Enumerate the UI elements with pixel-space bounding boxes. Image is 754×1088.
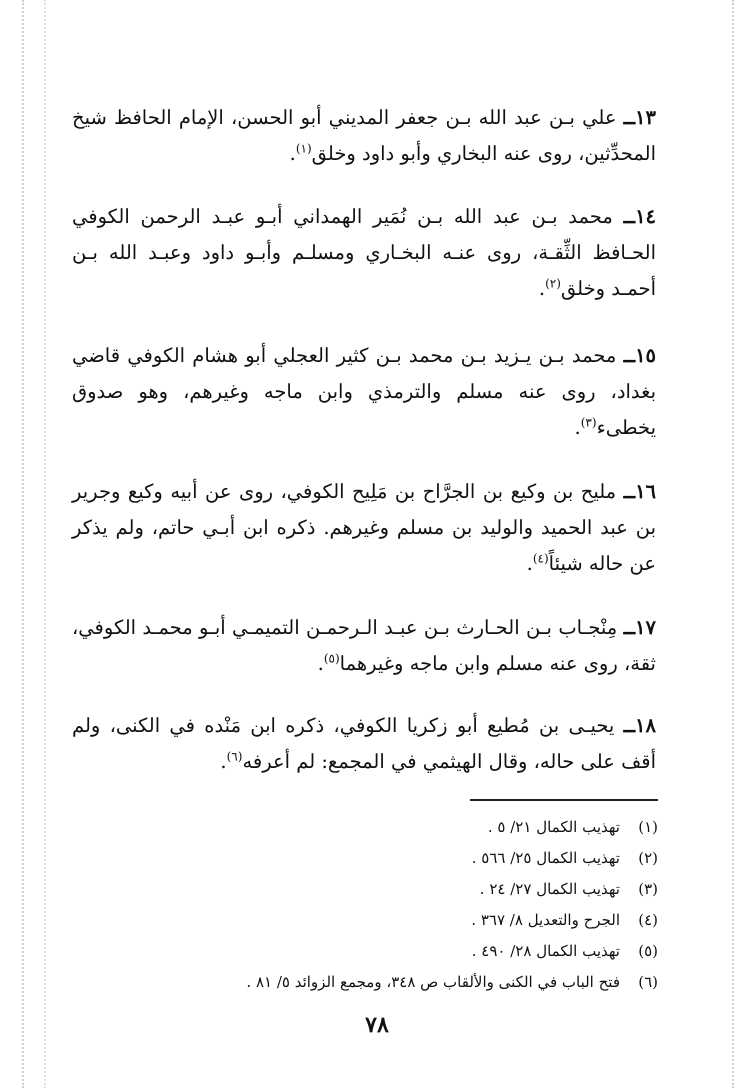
footnote-ref[interactable]: (٦) <box>226 749 243 764</box>
footnotes <box>200 812 658 998</box>
entry-end: . <box>220 750 227 773</box>
page-number: ٧٨ <box>365 1012 389 1038</box>
footnote-text: الجرح والتعديل ٨/ ٣٦٧ . <box>471 911 620 929</box>
footnote-ref[interactable]: (٥) <box>323 651 340 666</box>
footnote-item <box>200 967 658 998</box>
entry-end: . <box>574 416 581 439</box>
footnote-mark: (٣) <box>638 880 658 898</box>
footnote-item <box>200 812 658 843</box>
entry-end: . <box>289 142 296 165</box>
footnote-text: تهذيب الكمال ٢١/ ٥ . <box>487 818 620 836</box>
entry-text: محمد بـن عبد الله بـن نُمَير الهمداني أبـو عبـد الرحمن الكوفي الحـافظ الثِّقـة، روى عنـه البخـاري ومسلـم وأبـو داود وعبـد الله بـن أحمـد وخلق <box>72 205 656 300</box>
entry-end: . <box>538 277 546 300</box>
biography-entry-15 <box>72 338 656 446</box>
footnote-mark: (٤) <box>638 911 658 929</box>
entry-end: . <box>526 552 533 575</box>
footnote-mark: (١) <box>638 818 658 836</box>
footnote-item <box>200 843 658 874</box>
footnote-separator <box>470 799 658 801</box>
biography-entry-13 <box>72 100 656 172</box>
footnote-item <box>200 905 658 936</box>
scan-edge-right <box>732 0 734 1088</box>
scan-edge-left-inner <box>44 0 46 1088</box>
footnote-text: فتح الباب في الكنى والألقاب ص ٣٤٨، ومجمع الزوائد ٥/ ٨١ . <box>246 973 620 991</box>
footnote-ref[interactable]: (٣) <box>580 415 597 430</box>
footnote-ref[interactable]: (١) <box>295 141 312 156</box>
footnote-item <box>200 874 658 905</box>
entry-text: علي بـن عبد الله بـن جعفر المديني أبو الحسن، الإمام الحافظ شيخ المحدِّثين، روى عنه البخاري وأبو داود وخلق <box>72 106 656 165</box>
scan-edge-left <box>22 0 24 1088</box>
biography-entry-18 <box>72 708 656 780</box>
entry-number: ١٧ــ <box>623 616 656 639</box>
biography-entry-14 <box>72 199 656 307</box>
footnote-ref[interactable]: (٤) <box>532 551 549 566</box>
footnote-text: تهذيب الكمال ٢٧/ ٢٤ . <box>479 880 620 898</box>
footnote-text: تهذيب الكمال ٢٨/ ٤٩٠ . <box>471 942 620 960</box>
biography-entry-17 <box>72 610 656 682</box>
entry-number: ١٦ــ <box>623 480 657 503</box>
entry-number: ١٨ــ <box>623 714 656 737</box>
entry-text: يحيـى بن مُطيع أبو زكريا الكوفي، ذكره ابن مَنْده في الكنى، ولم أقف على حاله، وقال الهيثمي في المجمع: لم أعرفه <box>72 714 656 773</box>
biography-entry-16 <box>72 474 656 582</box>
entry-text: مِنْجـاب بـن الحـارث بـن عبـد الـرحمـن التميمـي أبـو محمـد الكوفي، ثقة، روى عنه مسلم وابن ماجه وغيرهما <box>72 616 656 675</box>
entry-number: ١٤ــ <box>623 205 657 228</box>
entry-number: ١٥ــ <box>623 344 657 367</box>
footnote-item <box>200 936 658 967</box>
entry-text: مليح بن وكيع بن الجرَّاح بن مَلِيح الكوفي، روى عن أبيه وكيع وجرير بن عبد الحميد والوليد بن مسلم وغيرهم. ذكره ابن أبـي حاتم، ولم يذكر عن حاله شيئاً <box>72 480 656 575</box>
footnote-mark: (٦) <box>638 973 658 991</box>
entry-end: . <box>317 652 324 675</box>
footnote-mark: (٢) <box>638 849 658 867</box>
footnote-text: تهذيب الكمال ٢٥/ ٥٦٦ . <box>471 849 620 867</box>
entry-number: ١٣ــ <box>623 106 656 129</box>
entry-text: محمد بـن يـزيد بـن محمد بـن كثير العجلي أبو هشام الكوفي قاضي بغداد، روى عنه مسلم والترمذي وابن ماجه وغيرهم، وهو صدوق يخطىء <box>72 344 656 439</box>
footnote-ref[interactable]: (٢) <box>545 276 561 291</box>
footnote-mark: (٥) <box>638 942 658 960</box>
